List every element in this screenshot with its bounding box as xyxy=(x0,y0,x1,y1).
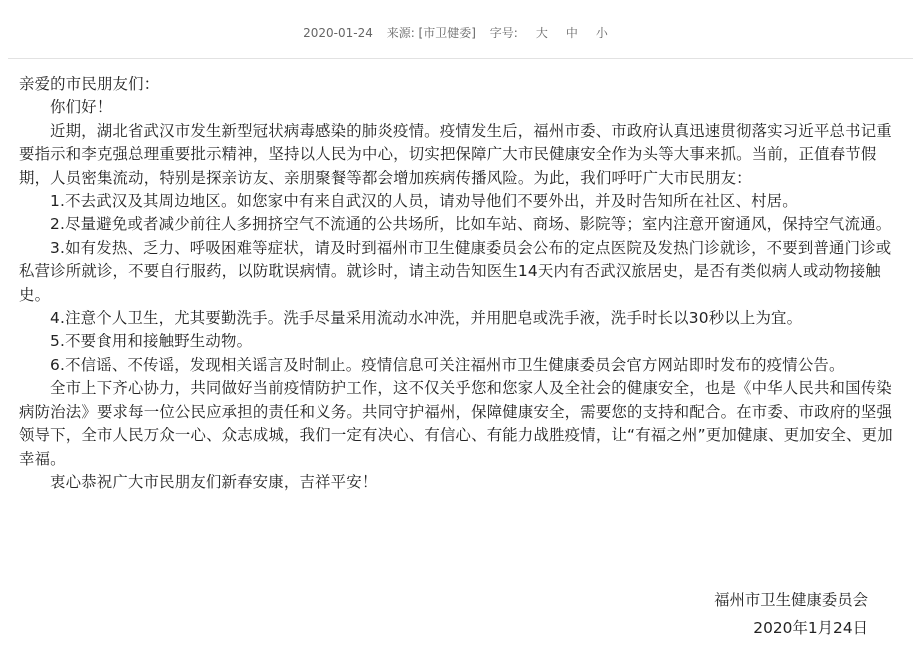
list-item: 3.如有发热、乏力、呼吸困难等症状，请及时到福州市卫生健康委员会公布的定点医院及发热门诊就诊，不要到普通门诊或私营诊所就诊，不要自行服药，以防耽误病情。就诊时，请主动告知医生14天内有否武汉旅居史，是否有类似病人或动物接触史。 xyxy=(19,238,892,304)
list-item: 2.尽量避免或者减少前往人多拥挤空气不流通的公共场所，比如车站、商场、影院等；室内注意开窗通风，保持空气流通。 xyxy=(50,215,892,234)
list-item: 4.注意个人卫生，尤其要勤洗手。洗手尽量采用流动水冲洗，并用肥皂或洗手液，洗手时长以30秒以上为宜。 xyxy=(50,309,803,328)
list-item: 1.不去武汉及其周边地区。如您家中有来自武汉的人员，请劝导他们不要外出，并及时告知所在社区、村居。 xyxy=(50,192,798,211)
source-label: 来源: [市卫健委] xyxy=(386,26,476,40)
salutation: 你们好！ xyxy=(50,98,113,117)
font-size-small-button[interactable]: 小 xyxy=(595,26,608,40)
header-divider xyxy=(8,58,913,59)
list-item: 5.不要食用和接触野生动物。 xyxy=(50,332,253,351)
list-item: 6.不信谣、不传谣，发现相关谣言及时制止。疫情信息可关注福州市卫生健康委员会官方网站即时发布的疫情公告。 xyxy=(50,355,845,374)
signature-org: 福州市卫生健康委员会 xyxy=(714,591,868,609)
article-meta-bar xyxy=(0,0,921,62)
publish-date: 2020-01-24 xyxy=(303,26,373,40)
greeting: 亲爱的市民朋友们： xyxy=(19,75,160,93)
signature-date: 2020年1月24日 xyxy=(753,619,868,637)
article-body xyxy=(19,73,903,494)
closing-paragraph: 全市上下齐心协力，共同做好当前疫情防护工作，这不仅关乎您和您家人及全社会的健康安全，也是《中华人民共和国传染病防治法》要求每一位公民应承担的责任和义务。共同守护福州，保障健康安全，需要您的支持和配合。在市委、市政府的坚强领导下，全市人民万众一心、众志成城，我们一定有决心、有信心、有能力战胜疫情，让“有福之州”更加健康、更加安全、更加幸福。 xyxy=(19,379,893,468)
wishes-paragraph: 衷心恭祝广大市民朋友们新春安康，吉祥平安！ xyxy=(50,472,378,491)
font-size-label: 字号: xyxy=(489,26,518,40)
meta-line xyxy=(0,24,921,41)
intro-paragraph: 近期，湖北省武汉市发生新型冠状病毒感染的肺炎疫情。疫情发生后，福州市委、市政府认真迅速贯彻落实习近平总书记重要指示和李克强总理重要批示精神，坚持以人民为中心，切实把保障广大市民健康安全作为头等大事来抓。当前，正值春节假期，人员密集流动，特别是探亲访友、亲朋聚餐等都会增加疾病传播风险。为此，我们呼吁广大市民朋友： xyxy=(19,121,892,187)
signature-block xyxy=(714,588,868,640)
font-size-large-button[interactable]: 大 xyxy=(535,26,548,40)
font-size-medium-button[interactable]: 中 xyxy=(565,26,578,40)
